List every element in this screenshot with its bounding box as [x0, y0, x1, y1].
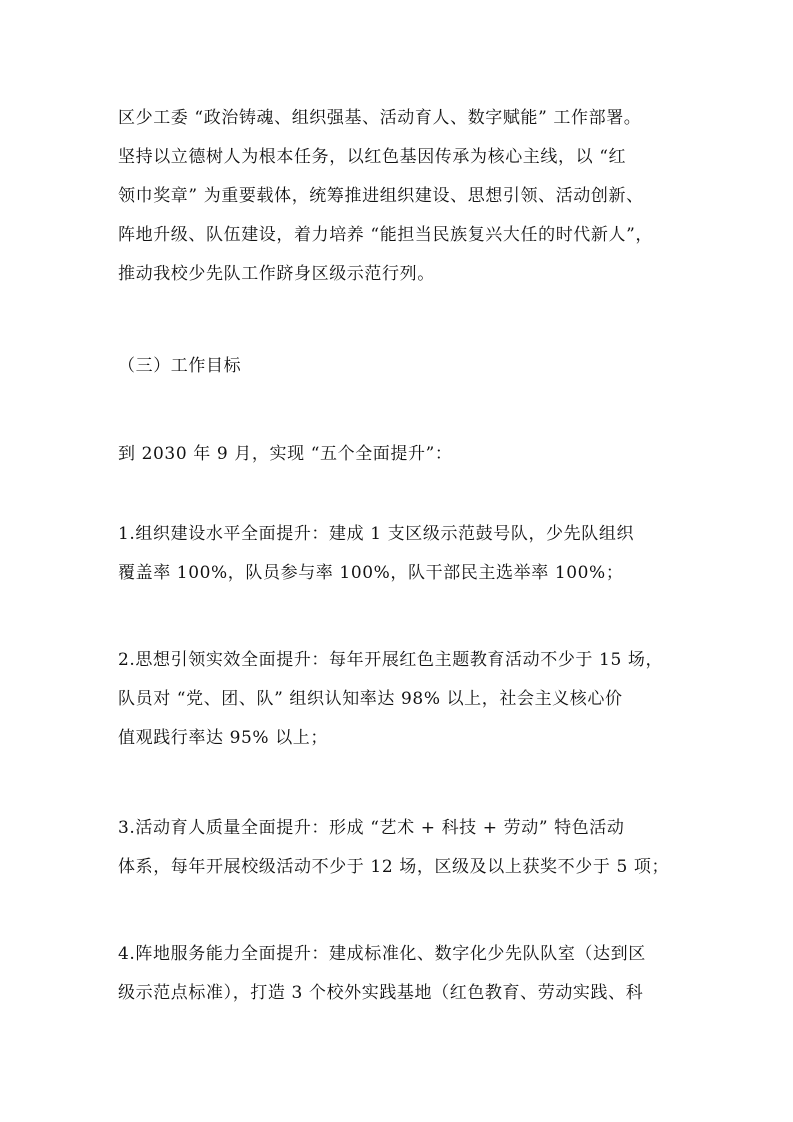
intro-line: 领巾奖章” 为重要载体，统筹推进组织建设、思想引领、活动创新、 [118, 186, 644, 206]
goal-2-line: 队员对 “党、团、队” 组织认知率达 98% 以上，社会主义核心价 [118, 689, 623, 709]
goal-3-line: 3.活动育人质量全面提升：形成 “艺术 + 科技 + 劳动” 特色活动 [118, 818, 625, 838]
goal-2-line: 值观践行率达 95% 以上； [118, 728, 328, 748]
goal-4-line: 4.阵地服务能力全面提升：建成标准化、数字化少先队队室（达到区 [118, 944, 646, 964]
goal-2-line: 2.思想引领实效全面提升：每年开展红色主题教育活动不少于 15 场， [118, 650, 664, 670]
goal-4-line: 级示范点标准），打造 3 个校外实践基地（红色教育、劳动实践、科 [118, 983, 644, 1003]
intro-line: 坚持以立德树人为根本任务，以红色基因传承为核心主线，以 “红 [118, 147, 627, 167]
goal-1-line: 1.组织建设水平全面提升：建成 1 支区级示范鼓号队，少先队组织 [118, 524, 635, 544]
section-heading: （三）工作目标 [118, 356, 242, 376]
intro-line: 推动我校少先队工作跻身区级示范行列。 [118, 264, 435, 284]
goal-intro: 到 2030 年 9 月，实现 “五个全面提升”： [118, 444, 453, 464]
goal-3-line: 体系，每年开展校级活动不少于 12 场，区级及以上获奖不少于 5 项； [118, 857, 670, 877]
goal-1-line: 覆盖率 100%，队员参与率 100%，队干部民主选举率 100%； [118, 563, 624, 583]
intro-line: 阵地升级、队伍建设，着力培养 “能担当民族复兴大任的时代新人”， [118, 225, 653, 245]
intro-line: 区少工委 “政治铸魂、组织强基、活动育人、数字赋能” 工作部署。 [118, 108, 642, 128]
